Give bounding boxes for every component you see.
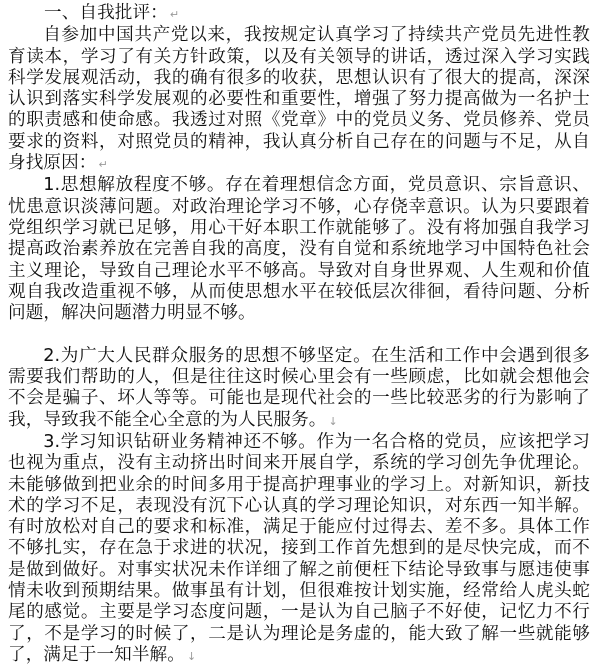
line-break-mark-icon: ↓ xyxy=(328,414,338,428)
blank-line xyxy=(8,324,590,345)
intro-paragraph-text: 自参加中国共产党以来，我按规定认真学习了持续共产党员先进性教育读本，学习了有关方针政策，以及有关领导的讲话，透过深入学习实践科学发展观活动，我的确有很多的收获，思想认识有了很大的提高，深深认识到落实科学发展观的必要性和重要性，增强了努力提高做为一名护士的职责感和使命感。我透过对照《党章》中的党员义务、党员修养、党员要求的资料，对照党员的精神，我认真分析自己存在的问题与不足，从自身找原因： xyxy=(8,25,590,174)
paragraph-mark-icon: ↵ xyxy=(98,158,108,172)
section-heading-text: 一、自我批评： xyxy=(44,3,168,23)
section-heading xyxy=(8,3,590,25)
point-paragraph-1 xyxy=(8,175,590,324)
point-paragraph-3-text: 3.学习知识钻研业务精神还不够。作为一名合格的党员，应该把学习也视为重点，没有主动挤出时间来开展自学，系统的学习创先争优理论。未能够做到把业余的时间多用于提高护理事业的学习上。对新知识，新技术的学习不足，表现没有沉下心认真的学习理论知识，对东西一知半解。有时放松对自己的要求和标准，满足于能应付过得去、差不多。具体工作不够扎实，存在急于求进的状况，接到工作首先想到的是尽快完成，而不是做到做好。对事实状况未作详细了解之前便枉下结论导致事与愿违使事情未收到预期结果。做事虽有计划，但很难按计划实施，经常给人虎头蛇尾的感觉。主要是学习态度问题，一是认为自己脑子不好使，记忆力不行了，不是学习的时候了，二是认为理论是务虚的，能大致了解一些就能够了，满足于一知半解。 xyxy=(8,431,590,665)
document-body xyxy=(8,3,590,667)
intro-paragraph xyxy=(8,25,590,175)
line-break-mark-icon: ↓ xyxy=(186,649,197,663)
point-paragraph-3 xyxy=(8,432,590,667)
point-paragraph-2 xyxy=(8,346,590,432)
point-paragraph-1-text: 1.思想解放程度不够。存在着理想信念方面，党员意识、宗旨意识、忧患意识淡薄问题。对政治理论学习不够，心存侥幸意识。认为只要跟着党组织学习就已足够，用心干好本职工作就能够了。没有将加强自我学习提高政治素养放在完善自我的高度，没有自觉和系统地学习中国特色社会主义理论，导致自己理论水平不够高。导致对自身世界观、人生观和价值观自我改造重视不够，从而使思想水平在较低层次徘徊，看待问题、分析问题，解决问题潜力明显不够。 xyxy=(8,175,590,324)
paragraph-mark-icon: ↵ xyxy=(169,8,180,21)
point-paragraph-2-text: 2.为广大人民群众服务的思想不够坚定。在生活和工作中会遇到很多需要我们帮助的人，但是往往这时候心里会有一些顾虑，比如就会想他会不会是骗子、坏人等等。可能也是现代社会的一些比较恶劣的行为影响了我，导致我不能全心全意的为人民服务。 xyxy=(8,345,590,430)
